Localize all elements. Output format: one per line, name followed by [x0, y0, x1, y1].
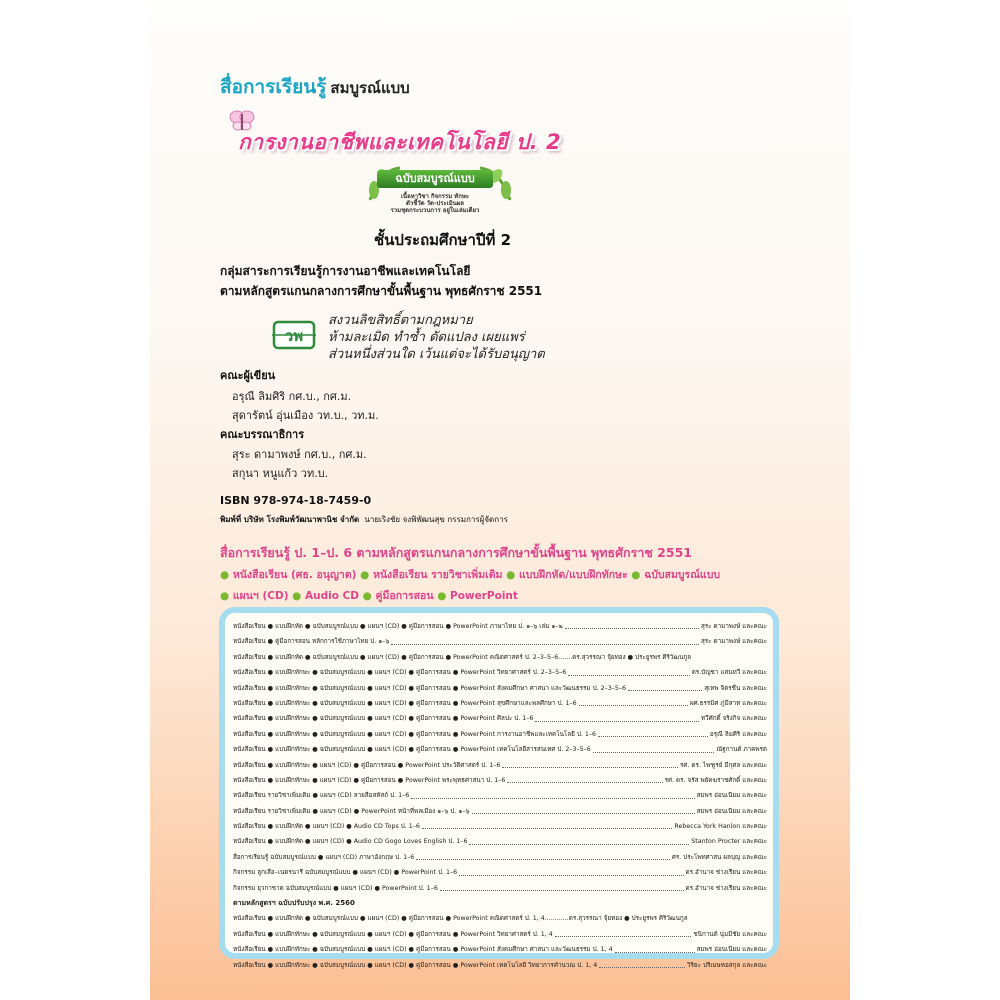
bullet-icon: ● — [360, 569, 370, 581]
copyright-notice — [328, 312, 545, 363]
leader-dots — [555, 927, 692, 937]
catalog-row-author: ผศ.ธรรมิศ ภู่มีสาท และคณะ — [689, 699, 767, 707]
catalog-row-item: หนังสือเรียน ● แบบฝึกทักษะ ● ฉบับสมบูรณ์แบบ ● แผนฯ (CD) ● คู่มือการสอน ● PowerPoint สังคมศึกษา ศาสนา และวัฒนธรรม ป. 2–3–5–6 — [233, 684, 627, 692]
catalog-row-item: หนังสือเรียน ● แบบฝึกทักษะ ● แผนฯ (CD) ● คู่มือการสอน ● PowerPoint ประวัติศาสตร์ ป. 1–6 — [233, 761, 501, 769]
leader-dots — [507, 773, 662, 783]
leader-dots — [599, 958, 685, 968]
copyright-line: ห้ามละเมิด ทำซ้ำ ดัดแปลง เผยแพร่ — [328, 330, 525, 345]
catalog-row — [233, 927, 767, 942]
catalog-line-1 — [220, 566, 720, 583]
publisher-logo — [272, 318, 316, 352]
leader-dots — [565, 619, 699, 629]
catalog-row-item: หนังสือเรียน ● แบบฝึกทักษะ ● ฉบับสมบูรณ์แบบ ● แผนฯ (CD) ● คู่มือการสอน ● PowerPoint ศิลปะ ป. 1–6 — [233, 715, 534, 723]
banner-sub-line: รวมชุดกระบวนการ อยู่ในเล่มเดียว — [390, 207, 480, 214]
catalog-row-item: หนังสือเรียน ● แบบฝึกหัด ● แผนฯ (CD) ● Audio CD Gogo Loves English ป. 1–6 — [233, 838, 468, 846]
leader-dots — [593, 742, 715, 752]
editors-header: คณะบรรณาธิการ — [220, 428, 305, 441]
catalog-row-item: หนังสือเรียน รายวิชาเพิ่มเติม ● แผนฯ (CD) ลายสือสหัสถ์ ป. 1–6 — [233, 792, 410, 800]
editor-name: สกุนา หนูแก้ว วท.บ. — [232, 467, 329, 480]
series-part2: สมบูรณ์แบบ — [330, 79, 410, 97]
catalog-row — [233, 696, 767, 711]
catalog-row-author: สมพร อ่อนเนียม และคณะ — [696, 807, 767, 815]
catalog-row-item: หนังสือเรียน ● แบบฝึกทักษะ ● ฉบับสมบูรณ์แบบ ● แผนฯ (CD) ● คู่มือการสอน ● PowerPoint วิทยาศาสตร์ ป. 1, 4 — [233, 930, 553, 938]
series-label — [220, 72, 410, 102]
catalog-row-item: หนังสือเรียน ● แบบฝึกหัด ● ฉบับสมบูรณ์แบบ ● แผนฯ (CD) ● คู่มือการสอน ● PowerPoint คณิตศาสตร์ ป. 1, 4............ดร.สุวรรณา จุ้ยทอง ● ประยูรพร ศิริวัฒนกูล — [233, 915, 688, 923]
leader-dots — [598, 727, 708, 737]
catalog-row-item: หนังสือเรียน ● แบบฝึกหัด ● ฉบับสมบูรณ์แบบ ● แผนฯ (CD) ● คู่มือการสอน ● PowerPoint ภาษาไทย ป. ๑–๖ เล่ม ๑–๒ — [233, 623, 563, 630]
printer-info — [220, 513, 508, 526]
catalog-item: แผนฯ (CD) — [232, 590, 289, 602]
catalog-item: หนังสือเรียน รายวิชาเพิ่มเติม — [372, 569, 503, 581]
logo-text: วพ — [284, 327, 304, 345]
catalog-row-item: หนังสือเรียน ● แบบฝึกทักษะ ● ฉบับสมบูรณ์แบบ ● แผนฯ (CD) ● คู่มือการสอน ● PowerPoint สุขศึกษาและพลศึกษา ป. 1–6 — [233, 699, 577, 707]
catalog-row-author: ทวีศักดิ์ จริงกิจ และคณะ — [701, 715, 767, 723]
catalog-row — [233, 958, 767, 973]
author-name: สุดารัตน์ อุ่นเมือง วท.บ., วท.ม. — [232, 409, 379, 422]
leader-dots — [579, 696, 688, 706]
catalog-row-item: หนังสือเรียน รายวิชาเพิ่มเติม ● แผนฯ (CD) ● PowerPoint หน้าที่พลเมือง ๑–๖ ป. ๑–๖ — [233, 807, 470, 815]
catalog-row-item: กิจกรรม ยุวกาชาด ฉบับสมบูรณ์แบบ ● แผนฯ (CD) ● PowerPoint ป. 1–6 — [233, 884, 438, 892]
printer-manager: นายเริงชัย จงพิพัฒนสุข กรรมการผู้จัดการ — [364, 515, 508, 524]
catalog-row-author: สุเทพ จิตรชื่น และคณะ — [704, 684, 767, 692]
leader-dots — [422, 819, 672, 829]
catalog-row-author: ชนิกานต์ นุ่มมีชัย และคณะ — [693, 930, 767, 938]
editor-name: สุระ ดามาพงษ์ กศ.บ., กศ.ม. — [232, 448, 367, 461]
catalog-row — [233, 773, 767, 788]
catalog-row-author: สมพร อ่อนเนียม และคณะ — [696, 946, 767, 954]
catalog-row-item: หนังสือเรียน ● แบบฝึกทักษะ ● ฉบับสมบูรณ์แบบ ● แผนฯ (CD) ● คู่มือการสอน ● PowerPoint เทคโนโลยี วิทยาการคำนวณ ป. 1, 4 — [233, 961, 598, 969]
catalog-row-author: รศ. ดร. จรัส พยัคฆราชศักดิ์ และคณะ — [664, 776, 767, 784]
curriculum-line: ตามหลักสูตรแกนกลางการศึกษาขั้นพื้นฐาน พุทธศักราช 2551 — [220, 284, 543, 298]
authors-header: คณะผู้เขียน — [220, 369, 276, 382]
catalog-row-author: รศ. ดร. ไพฑูรย์ มีกุศล และคณะ — [679, 761, 767, 769]
copyright-line: ส่วนหนึ่งส่วนใด เว้นแต่จะได้รับอนุญาต — [328, 347, 545, 362]
catalog-row-author: ดร.อำนาจ ช่างเรียน และคณะ — [685, 884, 767, 892]
bullet-icon: ● — [220, 569, 230, 581]
leader-dots — [472, 804, 695, 814]
catalog-row-item: สื่อการเรียนรู้ ฉบับสมบูรณ์แบบ ● แผนฯ (CD) ภาษาอังกฤษ ป. 1–6 — [233, 853, 415, 861]
catalog-row — [233, 711, 767, 726]
catalog-item: PowerPoint — [450, 590, 518, 602]
catalog-row — [233, 681, 767, 696]
catalog-row-author: ดร.บัญชา แสนทวี และคณะ — [691, 669, 767, 677]
catalog-row — [233, 650, 767, 665]
catalog-row — [233, 665, 767, 680]
catalog-item: คู่มือการสอน — [375, 590, 434, 602]
author-name: อรุณี ลิมศิริ กศ.บ., กศ.ม. — [232, 390, 352, 403]
catalog-row-item: กิจกรรม ลูกเสือ–เนตรนารี ฉบับสมบูรณ์แบบ ● แผนฯ (CD) ● PowerPoint ป. 1–6 — [233, 869, 458, 877]
catalog-row — [233, 850, 767, 865]
catalog-row-item: หนังสือเรียน ● แบบฝึกทักษะ ● ฉบับสมบูรณ์แบบ ● แผนฯ (CD) ● คู่มือการสอน ● PowerPoint เทคโนโลยีสารสนเทศ ป. 2–3–5–6 — [233, 746, 591, 754]
printer-company: พิมพ์ที่ บริษัท โรงพิมพ์วัฒนาพานิช จำกัด — [220, 515, 360, 524]
catalog-row-item: หนังสือเรียน ● แบบฝึกทักษะ ● ฉบับสมบูรณ์แบบ ● แผนฯ (CD) ● คู่มือการสอน ● PowerPoint สังคมศึกษา ศาสนา และวัฒนธรรม ป. 1, 4 — [233, 946, 613, 954]
leader-dots — [440, 881, 684, 891]
catalog-box — [219, 607, 779, 969]
bullet-icon: ● — [362, 590, 372, 602]
grade-level: ชั้นประถมศึกษาปีที่ 2 — [374, 231, 512, 249]
catalog-row-author: อรุณี ลิมศิริ และคณะ — [709, 730, 767, 738]
catalog-row-item: หนังสือเรียน ● แบบฝึกทักษะ ● ฉบับสมบูรณ์แบบ ● แผนฯ (CD) ● คู่มือการสอน ● PowerPoint การงานอาชีพและเทคโนโลยี ป. 1–6 — [233, 730, 596, 738]
series-part1: สื่อการเรียนรู้ — [220, 76, 327, 98]
catalog-row-author: สมพร อ่อนเนียม และคณะ — [696, 792, 767, 800]
leader-dots — [628, 681, 702, 691]
catalog-row — [233, 788, 767, 803]
subject-group-line: กลุ่มสาระการเรียนรู้การงานอาชีพและเทคโนโลยี — [220, 264, 471, 278]
leader-dots — [411, 788, 694, 798]
catalog-row — [233, 619, 767, 634]
catalog-row-author: วิริยะ ปริเมษหอสกุล และคณะ — [686, 961, 767, 969]
catalog-row-author: สุระ ดามาพงษ์ และคณะ — [700, 623, 767, 630]
catalog-title: สื่อการเรียนรู้ ป. 1–ป. 6 ตามหลักสูตรแกนกลางการศึกษาขั้นพื้นฐาน พุทธศักราช 2551 — [220, 545, 692, 560]
leader-dots — [459, 865, 683, 875]
leader-dots — [568, 665, 689, 675]
catalog-row-author: สุระ ดามาพงษ์ และคณะ — [700, 638, 767, 646]
catalog-row — [233, 819, 767, 834]
bullet-icon: ● — [506, 569, 516, 581]
leader-dots — [535, 711, 699, 721]
catalog-row — [233, 804, 767, 819]
catalog-row — [233, 758, 767, 773]
book-title: การงานอาชีพและเทคโนโลยี ป. 2 — [238, 130, 562, 154]
catalog-row-author: Rebecca York Hanlon และคณะ — [674, 823, 767, 831]
banner-sub-line: ตัวชี้วัด วัด-ประเมินผล — [405, 200, 464, 207]
catalog-item: แบบฝึกหัด/แบบฝึกทักษะ — [518, 569, 628, 581]
catalog-row-author: ดร.อำนาจ ช่างเรียน และคณะ — [685, 869, 767, 877]
bullet-icon: ● — [292, 590, 302, 602]
catalog-line-2 — [220, 587, 518, 604]
leader-dots — [391, 634, 699, 644]
catalog-row-item: หนังสือเรียน ● คู่มือการสอน หลักการใช้ภาษาไทย ป. ๑–๖ — [233, 638, 390, 646]
bullet-icon: ● — [220, 590, 230, 602]
catalog-row — [233, 742, 767, 757]
catalog-section-header — [233, 896, 767, 911]
copyright-line: สงวนลิขสิทธิ์ตามกฎหมาย — [328, 313, 473, 328]
leader-dots — [502, 758, 678, 768]
catalog-list — [233, 619, 767, 973]
catalog-row — [233, 834, 767, 849]
catalog-row-item: หนังสือเรียน ● แบบฝึกหัด ● แผนฯ (CD) ● Audio CD Tops ป. 1–6 — [233, 823, 420, 831]
catalog-item: ฉบับสมบูรณ์แบบ — [644, 569, 721, 581]
catalog-row — [233, 727, 767, 742]
edition-banner-subtitle — [380, 193, 490, 214]
leader-dots — [615, 942, 695, 952]
catalog-row — [233, 865, 767, 880]
catalog-item: หนังสือเรียน (ศธ. อนุญาต) — [232, 569, 357, 581]
catalog-row-item: หนังสือเรียน ● แบบฝึกหัด ● ฉบับสมบูรณ์แบบ ● แผนฯ (CD) ● คู่มือการสอน ● PowerPoint คณิตศาสตร์ ป. 2–3–5–6.......ดร.สุวรรณา จุ้ยทอง ● ประยูรพร ศิริวัฒนกูล — [233, 653, 692, 661]
catalog-row — [233, 634, 767, 649]
catalog-row — [233, 881, 767, 896]
catalog-row-author: ศร. ประโพทศาสน ผลบุญ และคณะ — [671, 853, 767, 861]
catalog-item: Audio CD — [304, 590, 359, 602]
leader-dots — [416, 850, 670, 860]
edition-banner: ฉบับสมบูรณ์แบบ — [377, 170, 493, 188]
catalog-row-author: Stanton Procter และคณะ — [691, 838, 767, 846]
bullet-icon: ● — [437, 590, 447, 602]
catalog-row — [233, 911, 767, 926]
catalog-row-item: หนังสือเรียน ● แบบฝึกทักษะ ● ฉบับสมบูรณ์แบบ ● แผนฯ (CD) ● คู่มือการสอน ● PowerPoint วิทยาศาสตร์ ป. 2–3–5–6 — [233, 669, 567, 677]
catalog-row — [233, 942, 767, 957]
catalog-row-author: ณัฐกานต์ ภาคพรต — [716, 746, 767, 754]
catalog-row-item: หนังสือเรียน ● แบบฝึกทักษะ ● แผนฯ (CD) ● คู่มือการสอน ● PowerPoint พระพุทธศาสนา ป. 1–6 — [233, 776, 506, 784]
catalog-row-item: ตามหลักสูตรฯ ฉบับปรับปรุง พ.ศ. 2560 — [233, 899, 355, 908]
banner-sub-line: เนื้อหาวิชา กิจกรรม ทักษะ — [400, 193, 469, 200]
leader-dots — [469, 834, 689, 844]
isbn: ISBN 978-974-18-7459-0 — [220, 494, 372, 507]
bullet-icon: ● — [631, 569, 641, 581]
